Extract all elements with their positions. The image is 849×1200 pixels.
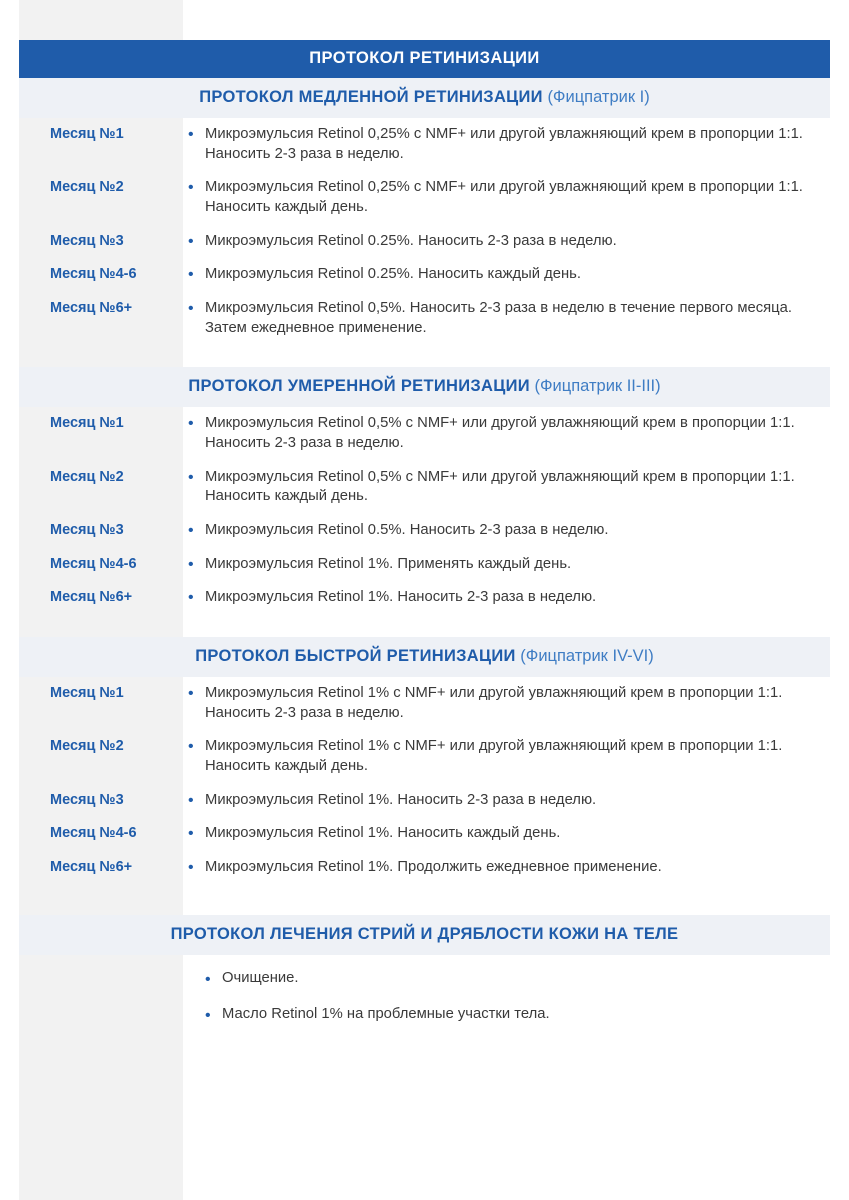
row-text-wrap: [183, 232, 849, 252]
row-label: Месяц №6+: [50, 300, 133, 317]
section-heading-sub: (Фицпатрик I): [547, 88, 650, 106]
protocol-row: [19, 677, 849, 730]
row-text: Микроэмульсия Retinol 0,5% с NMF+ или другой увлажняющий крем в пропорции 1:1. Наносить 2-3 раза в неделю.: [205, 415, 795, 452]
row-text-wrap: [183, 414, 849, 453]
list-item: [19, 1005, 830, 1025]
bullet-icon: •: [188, 791, 194, 809]
row-label: Месяц №3: [50, 232, 124, 249]
row-text-wrap: [183, 468, 849, 507]
row-text: Микроэмульсия Retinol 0.25%. Наносить каждый день.: [205, 266, 581, 283]
protocol-row: [19, 258, 849, 292]
row-text: Микроэмульсия Retinol 0.25%. Наносить 2-3 раза в неделю.: [205, 232, 617, 249]
protocol-row: [19, 171, 849, 224]
section-rows-slow: [19, 118, 849, 345]
body-protocol-list: [19, 955, 830, 1025]
row-label: Месяц №6+: [50, 589, 133, 606]
bullet-icon: •: [188, 266, 194, 284]
protocol-row: [19, 851, 849, 885]
protocol-row: [19, 514, 849, 548]
protocol-row: [19, 225, 849, 259]
bullet-icon: •: [188, 468, 194, 486]
row-label: Месяц №1: [50, 126, 124, 142]
bullet-icon: •: [188, 859, 194, 877]
section-header-fast: [19, 637, 830, 677]
row-text: Микроэмульсия Retinol 1%. Наносить 2-3 раза в неделю.: [205, 589, 597, 606]
row-label: Месяц №2: [50, 468, 124, 485]
protocol-row: [19, 784, 849, 818]
row-text-wrap: [183, 858, 849, 878]
bullet-icon: •: [188, 738, 194, 756]
row-label: Месяц №1: [50, 685, 124, 702]
row-label: Месяц №4-6: [50, 825, 137, 842]
protocol-row: [19, 292, 849, 345]
row-text-wrap: [183, 555, 849, 575]
row-label: Месяц №2: [50, 738, 124, 755]
section-rows-fast: [19, 677, 849, 885]
list-item-text: Масло Retinol 1% на проблемные участки тела.: [222, 1005, 550, 1022]
bullet-icon: •: [188, 126, 194, 143]
protocol-row: [19, 548, 849, 582]
section-heading-sub: (Фицпатрик II-III): [534, 377, 661, 396]
row-text-wrap: [183, 684, 849, 723]
section-header-body-protocol: [19, 915, 830, 955]
row-text-wrap: [183, 824, 849, 844]
row-text: Микроэмульсия Retinol 0,25% с NMF+ или другой увлажняющий крем в пропорции 1:1. Наносить каждый день.: [205, 179, 803, 216]
section-heading-main: ПРОТОКОЛ УМЕРЕННОЙ РЕТИНИЗАЦИИ: [188, 377, 530, 396]
section-heading-main: ПРОТОКОЛ ЛЕЧЕНИЯ СТРИЙ И ДРЯБЛОСТИ КОЖИ НА ТЕЛЕ: [170, 924, 679, 943]
bullet-icon: •: [188, 685, 194, 703]
protocol-row: [19, 817, 849, 851]
row-text: Микроэмульсия Retinol 1%. Продолжить ежедневное применение.: [205, 859, 662, 876]
row-label: Месяц №4-6: [50, 266, 137, 283]
protocol-row: [19, 407, 849, 460]
section-spacer: [0, 345, 849, 367]
protocol-row: [19, 461, 849, 514]
bullet-icon: •: [188, 415, 194, 433]
row-text: Микроэмульсия Retinol 0.5%. Наносить 2-3 раза в неделю.: [205, 522, 609, 539]
section-heading-main: ПРОТОКОЛ МЕДЛЕННОЙ РЕТИНИЗАЦИИ: [199, 88, 543, 106]
section-spacer: [0, 885, 849, 915]
row-label: Месяц №4-6: [50, 555, 137, 572]
protocol-row: [19, 730, 849, 783]
row-text-wrap: [183, 588, 849, 608]
row-text-wrap: [183, 125, 849, 164]
row-label: Месяц №3: [50, 791, 124, 808]
row-text: Микроэмульсия Retinol 1% с NMF+ или другой увлажняющий крем в пропорции 1:1. Наносить 2-3 раза в неделю.: [205, 685, 783, 721]
section-spacer: [0, 615, 849, 637]
row-text-wrap: [183, 178, 849, 217]
row-label: Месяц №1: [50, 415, 124, 432]
row-text-wrap: [183, 737, 849, 776]
protocol-row: [19, 118, 849, 171]
list-item-text: Очищение.: [222, 969, 299, 986]
row-text: Микроэмульсия Retinol 1%. Наносить каждый день.: [205, 825, 561, 842]
section-header-moderate: [19, 367, 830, 407]
bullet-icon: •: [205, 1006, 211, 1024]
row-text-wrap: [183, 265, 849, 285]
bullet-icon: •: [188, 589, 194, 607]
row-label: Месяц №3: [50, 522, 124, 539]
bullet-icon: •: [188, 300, 194, 318]
section-header-slow: [19, 78, 830, 118]
section-rows-moderate: [19, 407, 849, 615]
row-text: Микроэмульсия Retinol 0,5%. Наносить 2-3 раза в неделю в течение первого месяца. Затем ежедневное применение.: [205, 300, 792, 336]
row-label: Месяц №6+: [50, 859, 133, 876]
row-text: Микроэмульсия Retinol 0,25% с NMF+ или другой увлажняющий крем в пропорции 1:1. Наносить 2-3 раза в неделю.: [205, 126, 803, 162]
row-label: Месяц №2: [50, 179, 124, 196]
bullet-icon: •: [205, 970, 211, 988]
row-text: Микроэмульсия Retinol 1% с NMF+ или другой увлажняющий крем в пропорции 1:1. Наносить каждый день.: [205, 738, 783, 775]
row-text-wrap: [183, 521, 849, 541]
row-text: Микроэмульсия Retinol 1%. Применять каждый день.: [205, 555, 572, 572]
section-heading-main: ПРОТОКОЛ БЫСТРОЙ РЕТИНИЗАЦИИ: [195, 647, 516, 666]
bullet-icon: •: [188, 232, 194, 250]
row-text-wrap: [183, 299, 849, 338]
document-title: ПРОТОКОЛ РЕТИНИЗАЦИИ: [19, 40, 830, 78]
bullet-icon: •: [188, 825, 194, 843]
row-text: Микроэмульсия Retinol 0,5% с NMF+ или другой увлажняющий крем в пропорции 1:1. Наносить каждый день.: [205, 468, 795, 505]
bullet-icon: •: [188, 179, 194, 197]
row-text-wrap: [183, 791, 849, 811]
section-heading-sub: (Фицпатрик IV-VI): [520, 647, 654, 666]
list-item: [19, 969, 830, 989]
row-text: Микроэмульсия Retinol 1%. Наносить 2-3 раза в неделю.: [205, 791, 597, 808]
protocol-row: [19, 581, 849, 615]
bullet-icon: •: [188, 522, 194, 540]
bullet-icon: •: [188, 555, 194, 573]
